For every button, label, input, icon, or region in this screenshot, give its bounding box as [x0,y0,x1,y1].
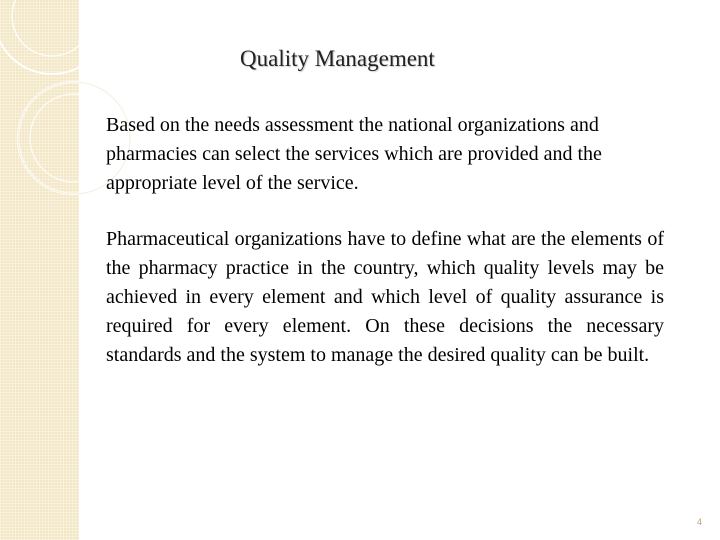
slide-title: Quality Management [240,46,435,71]
slide-number: 4 [696,517,702,527]
body-paragraph-1: Based on the needs assessment the national organizations and pharmacies can select the services which are provided and the appropriate level of the service. [106,114,602,194]
body-paragraph-2: Pharmaceutical organizations have to define what are the elements of the pharmacy practice in the country, which quality levels may be achieved in every element and which level of quality assurance is required for every element. On these decisions the necessary standards and the system to manage the desired quality can be built. [106,228,664,366]
